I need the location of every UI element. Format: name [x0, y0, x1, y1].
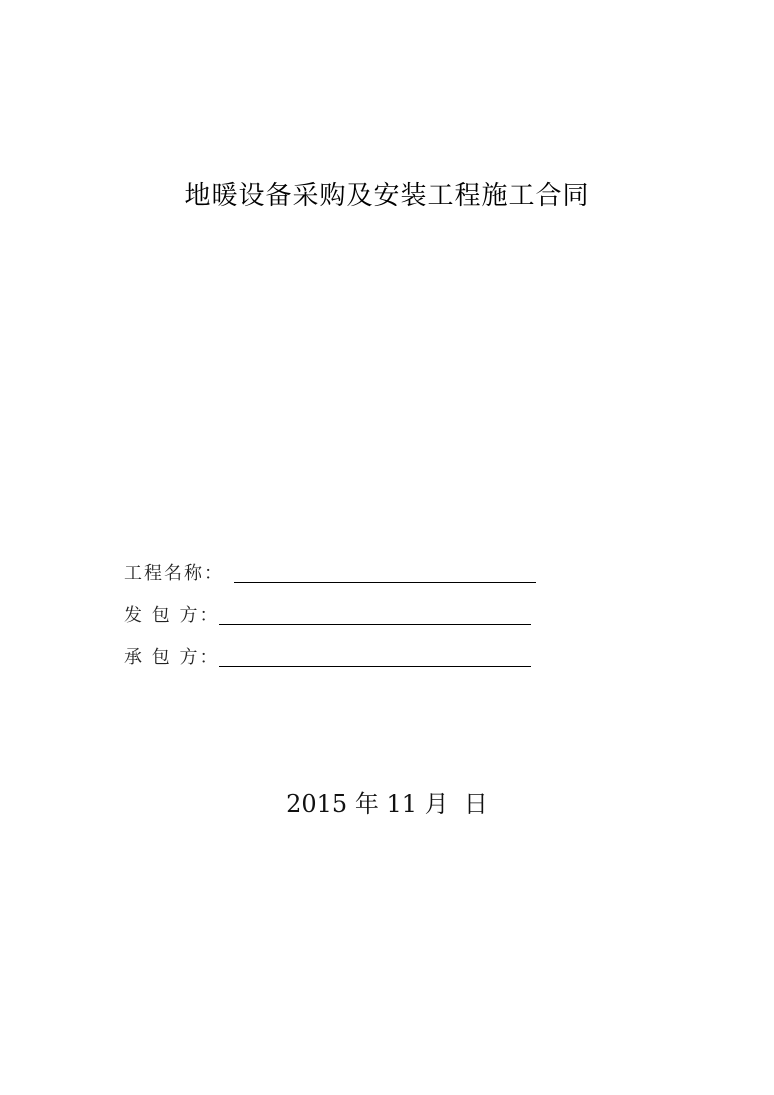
employer-row: [124, 587, 554, 629]
contractor-blank-line: [219, 646, 531, 667]
contract-date: [0, 786, 774, 822]
date-year: 2015: [286, 790, 348, 818]
contractor-label: 承 包 方：: [124, 647, 220, 668]
contract-fields: [124, 545, 554, 671]
date-month: 11: [386, 790, 417, 818]
project-name-row: [124, 545, 554, 587]
date-day-unit: 日: [463, 790, 488, 818]
project-name-blank-line: [234, 562, 536, 583]
employer-label: 发 包 方：: [124, 605, 220, 626]
date-year-unit: 年: [354, 790, 379, 818]
contractor-row: [124, 629, 554, 671]
contract-title: 地暖设备采购及安装工程施工合同: [184, 181, 590, 211]
date-month-unit: 月: [424, 790, 449, 818]
employer-blank-line: [219, 604, 531, 625]
project-name-label: 工程名称：: [124, 563, 224, 584]
